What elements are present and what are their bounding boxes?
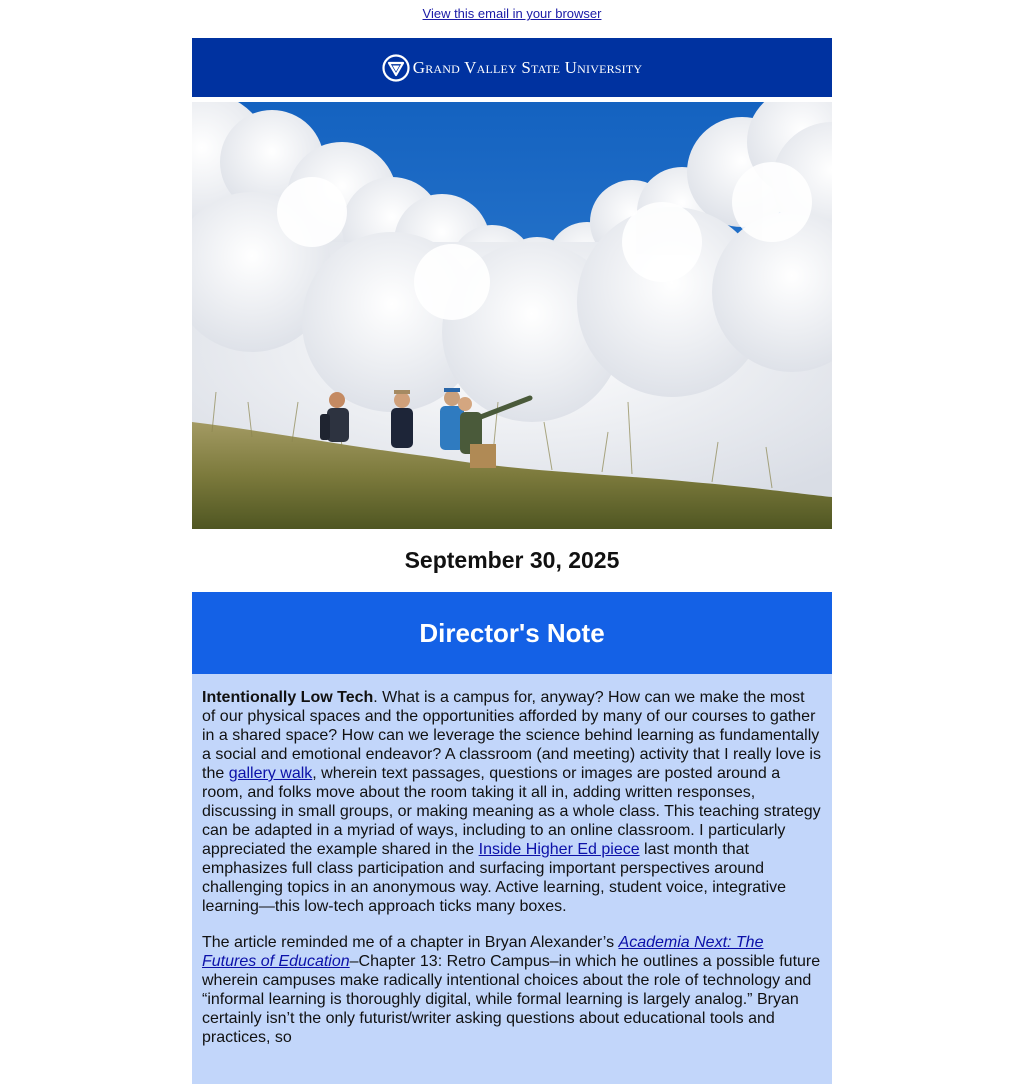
university-wordmark: Grand Valley State University bbox=[412, 57, 643, 77]
paragraph-text: –Chapter 13: Retro Campus–in which he outlines a possible future wherein campuses make radically intentional choices about the role of technology and “informal learning is thoroughly digital, while formal learning is largely analog.” Bryan certainly isn’t the only futurist/writer asking questions about educational tools and practices, so bbox=[202, 953, 821, 1046]
paragraph-retro-campus bbox=[202, 933, 822, 1047]
paragraph-text: , wherein text passages, questions or images are posted around a room, and folks move about the room taking it all in, adding written responses, discussing in small groups, or making meaning as a whole class. This teaching strategy can be adapted in a myriad of ways, including to an online classroom. I particularly appreciated the example shared in the bbox=[202, 765, 821, 858]
directors-note-body bbox=[192, 674, 832, 1084]
inside-higher-ed-link[interactable]: Inside Higher Ed piece bbox=[478, 841, 640, 858]
paragraph-text: last month that emphasizes full class participation and surfacing important perspectives around challenging topics in an anonymous way. Active learning, student voice, integrative learning—this low-tech approach ticks many boxes. bbox=[202, 841, 787, 915]
paragraph-text: . What is a campus for, anyway? How can we make the most of our physical spaces and the opportunities afforded by many of our courses to gather in a shared space? How can we leverage the science behind learning as fundamentally a social and emotional endeavor? A classroom (and meeting) activity that I really love is the bbox=[202, 689, 821, 782]
paragraph-lead: Intentionally Low Tech bbox=[202, 689, 374, 706]
hero-photo bbox=[192, 102, 832, 529]
gvsu-logo[interactable] bbox=[382, 54, 643, 82]
paragraph-intentionally-low-tech bbox=[202, 688, 822, 916]
issue-date: September 30, 2025 bbox=[404, 547, 620, 573]
email-container bbox=[192, 38, 832, 1084]
view-in-browser-row bbox=[0, 6, 1024, 22]
hikers-on-grassy-hill-photo bbox=[192, 102, 832, 529]
brand-header bbox=[192, 38, 832, 97]
view-in-browser-link[interactable]: View this email in your browser bbox=[422, 6, 602, 21]
section-heading-text: Director's Note bbox=[419, 617, 605, 648]
gvsu-emblem-icon bbox=[382, 54, 410, 82]
academia-next-book-link[interactable]: Academia Next: The Futures of Education bbox=[202, 934, 764, 970]
gallery-walk-link[interactable]: gallery walk bbox=[228, 765, 313, 782]
paragraph-text: The article reminded me of a chapter in Bryan Alexander’s bbox=[202, 934, 619, 951]
section-heading-directors-note bbox=[192, 592, 832, 674]
